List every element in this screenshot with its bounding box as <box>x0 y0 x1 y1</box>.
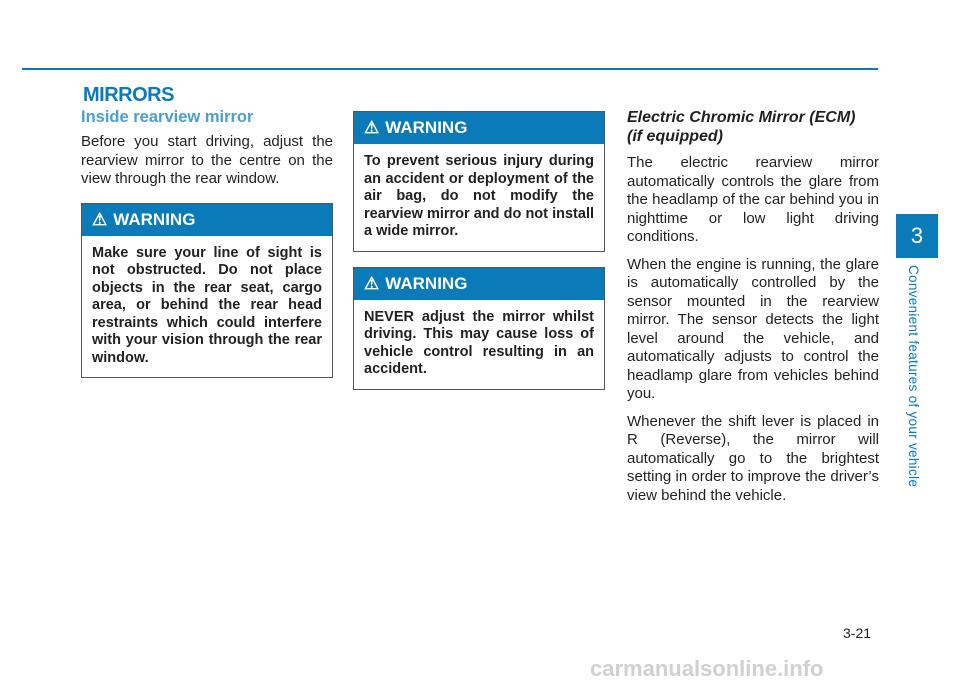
column-2 <box>353 111 605 390</box>
warning-label: WARNING <box>113 209 196 229</box>
section-title: MIRRORS <box>83 84 174 106</box>
subheading-line: (if equipped) <box>627 128 723 145</box>
page-number: 3-21 <box>843 625 872 641</box>
body-paragraph: Whenever the shift lever is placed in R (Reverse), the mirror will automatically go to the brightest setting in order to improve the driver’s view behind the vehicle. <box>627 412 879 504</box>
warning-box <box>353 267 605 390</box>
warning-label: WARNING <box>385 273 468 293</box>
top-rule <box>22 68 878 70</box>
warning-header <box>354 112 604 144</box>
warning-box <box>81 203 333 379</box>
warning-triangle-icon: ⚠ <box>364 273 380 293</box>
watermark: carmanualsonline.info <box>590 656 824 681</box>
column-3 <box>627 108 879 514</box>
body-paragraph: The electric rearview mirror automatically controls the glare from the headlamp of the car behind you in nighttime or low light driving conditions. <box>627 154 879 245</box>
warning-label: WARNING <box>385 118 468 137</box>
body-paragraph: Before you start driving, adjust the rearview mirror to the centre on the view through the rear window. <box>81 133 333 187</box>
warning-text: NEVER adjust the mirror whilst driving. This may cause loss of vehicle control resulting in an accident. <box>364 308 594 377</box>
warning-header <box>82 204 332 236</box>
chapter-title: Convenient features of your vehicle <box>906 265 921 488</box>
subheading-line: Electric Chromic Mirror (ECM) <box>627 109 856 126</box>
warning-text: To prevent serious injury during an accident or deployment of the air bag, do not modify the rearview mirror and do not install a wide mirror. <box>364 153 594 239</box>
warning-triangle-icon: ⚠ <box>92 209 108 229</box>
subheading-ecm <box>627 108 879 146</box>
warning-triangle-icon: ⚠ <box>364 118 380 137</box>
warning-header <box>354 268 604 300</box>
subheading-inside-mirror: Inside rearview mirror <box>81 108 254 126</box>
warning-text: Make sure your line of sight is not obstructed. Do not place objects in the rear seat, cargo area, or behind the rear head restraints which could interfere with your vision through the rear window. <box>92 244 322 366</box>
body-paragraph: When the engine is running, the glare is automatically controlled by the sensor mounted in the rearview mirror. The sensor detects the light level around the vehicle, and automatically adjusts to control the headlamp glare from vehicles behind you. <box>627 255 879 402</box>
warning-box <box>353 111 605 252</box>
chapter-tab: 3 <box>896 214 938 258</box>
column-1 <box>81 108 333 378</box>
